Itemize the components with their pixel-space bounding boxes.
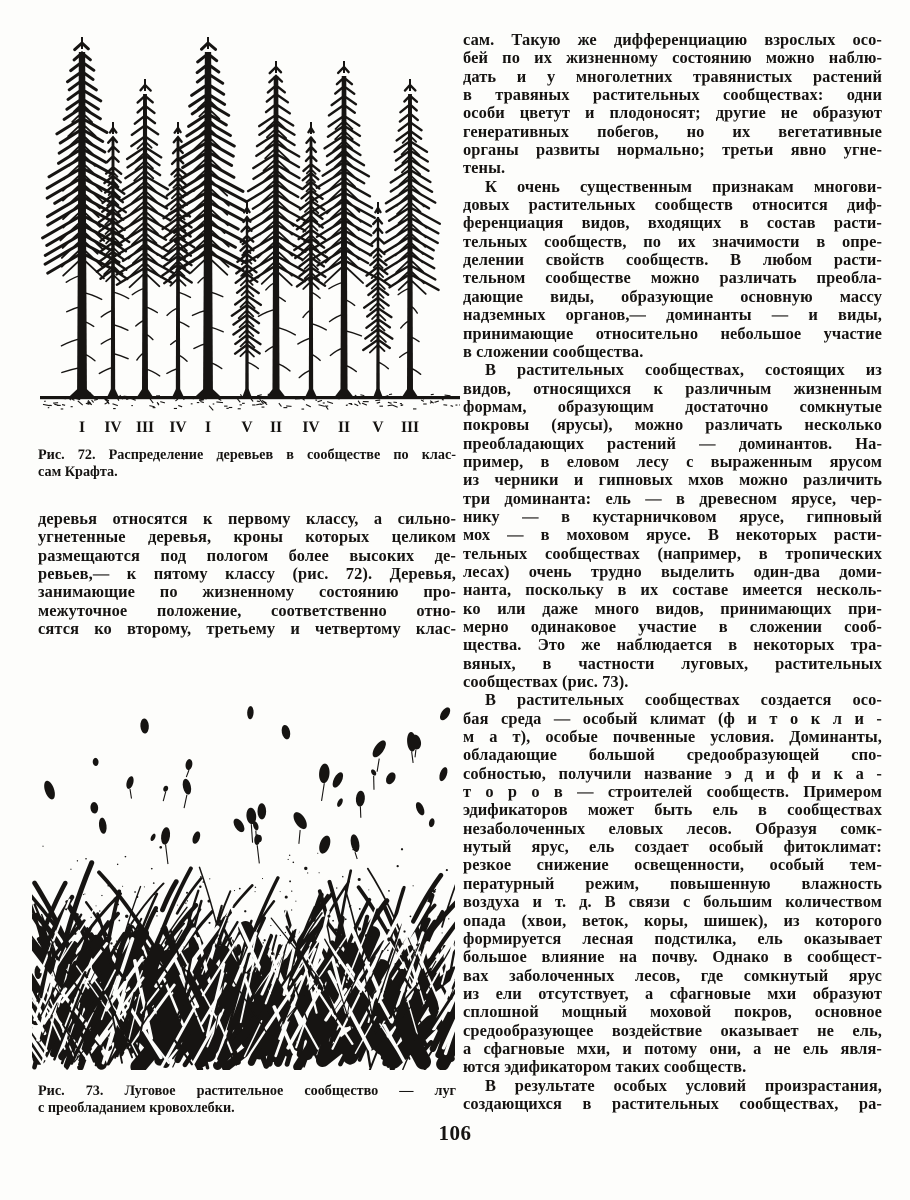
text-line: собностью, получили название э д и ф и к а -: [463, 763, 882, 783]
text-line: резкое снижение освещенности, особый тем-: [463, 855, 882, 875]
burnet-flower-head: [438, 706, 452, 722]
caption-line: с преобладанием кровохлебки.: [38, 1099, 235, 1116]
text-line: размещаются под пологом более высоких де-: [38, 545, 456, 565]
text-line: генеративных побегов, но их вегетативные: [463, 121, 882, 141]
text-line: В результате особых условий произрастания,: [485, 1075, 882, 1095]
tree-silhouette: [384, 79, 440, 399]
text-line: бей по их жизненному состоянию можно наблю-: [463, 48, 882, 68]
text-line: воздуха и т. д. В связи с большим количеством: [463, 892, 882, 912]
text-line: пературный режим, повышенную влажность: [463, 873, 882, 893]
kraft-class-label: IV: [302, 419, 320, 436]
burnet-flower-head: [162, 785, 169, 793]
burnet-flower-head: [140, 718, 149, 734]
text-line: формам, образующим достаточно сомкнутые: [463, 396, 882, 416]
figure-72-image: [40, 30, 460, 440]
kraft-class-label: II: [337, 419, 351, 436]
text-line: три доминанта: ель — в древесном ярусе, чер-: [463, 488, 882, 508]
text-line: нику — в кустарничковом ярусе, гипновый: [463, 506, 882, 526]
paragraph: [463, 691, 882, 1076]
burnet-flower-head: [280, 724, 291, 740]
text-line: средообразующее воздействие оказывает не ель,: [463, 1020, 882, 1040]
text-line: нутый ярус, ель создает особый фитоклимат:: [463, 837, 882, 857]
text-line: большое влияние на почву. Однако в сообщест-: [463, 947, 882, 967]
kraft-class-label: IV: [104, 419, 122, 436]
text-line: опада (хвои, веток, коры, шишек), из которого: [463, 910, 882, 930]
paragraph: [463, 31, 882, 178]
text-line: эдификаторов может быть ель в сообществах: [463, 800, 882, 820]
text-line: В растительных сообществах создается осо-: [485, 690, 882, 710]
burnet-flower-head: [414, 801, 426, 817]
text-line: щества. Это же наблюдается в некоторых тра-: [463, 635, 882, 655]
text-line: ревьев,— к пятому классу (рис. 72). Деревья,: [38, 564, 456, 584]
text-line: мерно одинаковое участие в сложении сооб-: [463, 617, 882, 636]
page-number: 106: [438, 1121, 472, 1145]
burnet-flower-head: [185, 759, 193, 771]
figure-73-image: [32, 697, 455, 1070]
burnet-flower-head: [90, 802, 99, 814]
left-column: [38, 30, 456, 1150]
figure-73-meadow: [32, 697, 455, 1070]
text-line: мох — в моховом ярусе. В некоторых расти-: [463, 525, 882, 545]
tree-silhouette: [43, 37, 123, 399]
text-line: создающихся в растительных сообществах, ра-: [463, 1093, 882, 1113]
text-line: занимающие по жизненному состоянию про-: [38, 582, 456, 602]
text-line: формируется лесная подстилка, ель оказывает: [463, 928, 882, 948]
text-line: тельных сообществ, по их значимости в опре-: [463, 231, 882, 251]
text-line: вах заболоченных лесов, где сомкнутый ярус: [463, 965, 882, 985]
text-line: незаболоченных еловых лесов. Образуя сомк-: [463, 818, 882, 838]
text-line: видов, относящихся к различным жизненным: [463, 378, 882, 398]
figure-72-kraft-classes: [40, 30, 460, 440]
text-line: делении свойств сообществ. В любом расти-: [463, 250, 882, 270]
right-column: [463, 31, 882, 1113]
kraft-class-label: III: [400, 419, 420, 436]
burnet-flower-head: [181, 778, 192, 795]
kraft-class-label: III: [135, 419, 155, 436]
text-line: В растительных сообществах, состоящих из: [485, 360, 882, 380]
burnet-flower-head: [125, 775, 135, 789]
text-line: ко или даже много видов, принимающих при-: [463, 598, 882, 618]
text-line: из черники и гипновых мхов можно различить: [463, 470, 882, 490]
text-line: т о р о в — строителей сообществ. Примером: [463, 782, 882, 802]
text-line: вяных, в частности луговых, растительных: [463, 653, 882, 673]
text-line: дающие виды, образующие основную массу: [463, 286, 882, 306]
text-line: надземных органов,— доминанты — и виды,: [463, 305, 882, 325]
text-line: покровы (ярусы), можно различать несколько: [463, 415, 882, 435]
burnet-flower-head: [330, 771, 345, 790]
paragraph: [463, 361, 882, 691]
text-line: тельных сообществах (например, в тропических: [463, 543, 882, 563]
burnet-flower-head: [191, 830, 202, 844]
burnet-flower-head: [317, 834, 332, 855]
text-line: дать и у многолетних травянистых растений: [463, 66, 882, 86]
kraft-class-label: II: [269, 419, 283, 436]
caption-line: Рис. 73. Луговое растительное сообщество — луг: [38, 1083, 456, 1099]
text-line: принимающие относительно небольшое участие: [463, 323, 882, 343]
kraft-class-label: V: [241, 419, 253, 436]
text-line: сятся ко второму, третьему и четвертому клас-: [38, 619, 456, 639]
burnet-flower-head: [318, 763, 330, 783]
text-line: особи цветут и плодоносят; другие не образуют: [463, 103, 882, 123]
text-line: тены.: [463, 158, 506, 178]
burnet-flower-head: [370, 738, 388, 759]
burnet-flower-head: [355, 790, 365, 807]
burnet-flower-head: [231, 817, 246, 834]
burnet-flower-head: [150, 833, 157, 842]
kraft-class-labels: [79, 419, 419, 436]
burnet-flower-head: [42, 779, 57, 800]
burnet-flower-head: [349, 834, 361, 853]
paragraph: [463, 1077, 882, 1114]
ground-texture: [43, 393, 460, 411]
kraft-class-label: I: [78, 419, 86, 436]
burnet-flower-head: [428, 818, 435, 828]
text-line: в травяных растительных сообществах: одни: [463, 85, 882, 105]
burnet-flower-head: [92, 758, 98, 766]
text-line: ются эдификатором таких сообществ.: [463, 1057, 747, 1077]
figure-73-caption: [38, 1083, 456, 1116]
text-line: сам. Такую же дифференциацию взрослых осо-: [463, 30, 882, 49]
caption-line: Рис. 72. Распределение деревьев в сообществе по клас-: [38, 447, 456, 463]
text-line: преобладающих растений — доминантов. На-: [463, 433, 882, 453]
figure-72-caption: [38, 447, 456, 480]
meadow-image: [32, 706, 455, 1070]
text-line: довых растительных сообществ относится диф-: [463, 195, 882, 215]
text-line: в сложении сообщества.: [463, 341, 644, 361]
burnet-flower-head: [247, 706, 254, 719]
tree-silhouettes: [43, 37, 440, 399]
text-line: ференциация видов, входящих в состав расти-: [463, 213, 882, 233]
text-line: тельном сообществе можно различать преобла-: [463, 268, 882, 288]
text-line: деревья относятся к первому классу, а сильно-: [38, 509, 456, 528]
burnet-flower-head: [438, 766, 449, 782]
burnet-flower-head: [384, 771, 397, 786]
text-line: из ели отсутствует, а сфагновые мхи образуют: [463, 983, 882, 1003]
left-column-paragraph: [38, 510, 456, 638]
caption-line: сам Крафта.: [38, 463, 118, 480]
text-line: угнетенные деревья, кроны которых целиком: [38, 527, 456, 547]
burnet-flower-head: [370, 768, 377, 776]
burnet-flower-head: [291, 810, 310, 831]
text-line: межуточное положение, соответственно отно-: [38, 600, 456, 620]
tree-silhouette: [309, 61, 378, 399]
kraft-class-label: V: [372, 419, 384, 436]
text-line: сплошной мощный моховой покров, основное: [463, 1002, 882, 1022]
burnet-flower-head: [336, 797, 344, 807]
kraft-class-label: I: [204, 419, 212, 436]
text-line: пример, в еловом лесу с выраженным ярусом: [463, 451, 882, 471]
burnet-flower-head: [98, 817, 107, 834]
paragraph: [463, 178, 882, 361]
text-line: органы развиты нормально; третьи явно угне-: [463, 140, 882, 160]
text-line: бая среда — особый климат (ф и т о к л и -: [463, 708, 882, 728]
text-line: К очень существенным признакам многови-: [485, 176, 882, 196]
text-line: лесах) очень трудно выделить один-два доми-: [463, 561, 882, 581]
burnet-flower-head: [160, 827, 171, 845]
text-line: обладающие большой средообразующей спо-: [463, 745, 882, 765]
text-line: сообществах (рис. 73).: [463, 672, 629, 692]
text-line: м а т), особые почвенные условия. Доминанты,: [463, 727, 882, 747]
text-line: нанта, поскольку в их составе имеется несколь-: [463, 580, 882, 600]
burnet-flower-head: [257, 803, 266, 819]
text-line: а сфагновые мхи, и потому они, а не ель явля-: [463, 1038, 882, 1058]
kraft-class-label: IV: [169, 419, 187, 436]
